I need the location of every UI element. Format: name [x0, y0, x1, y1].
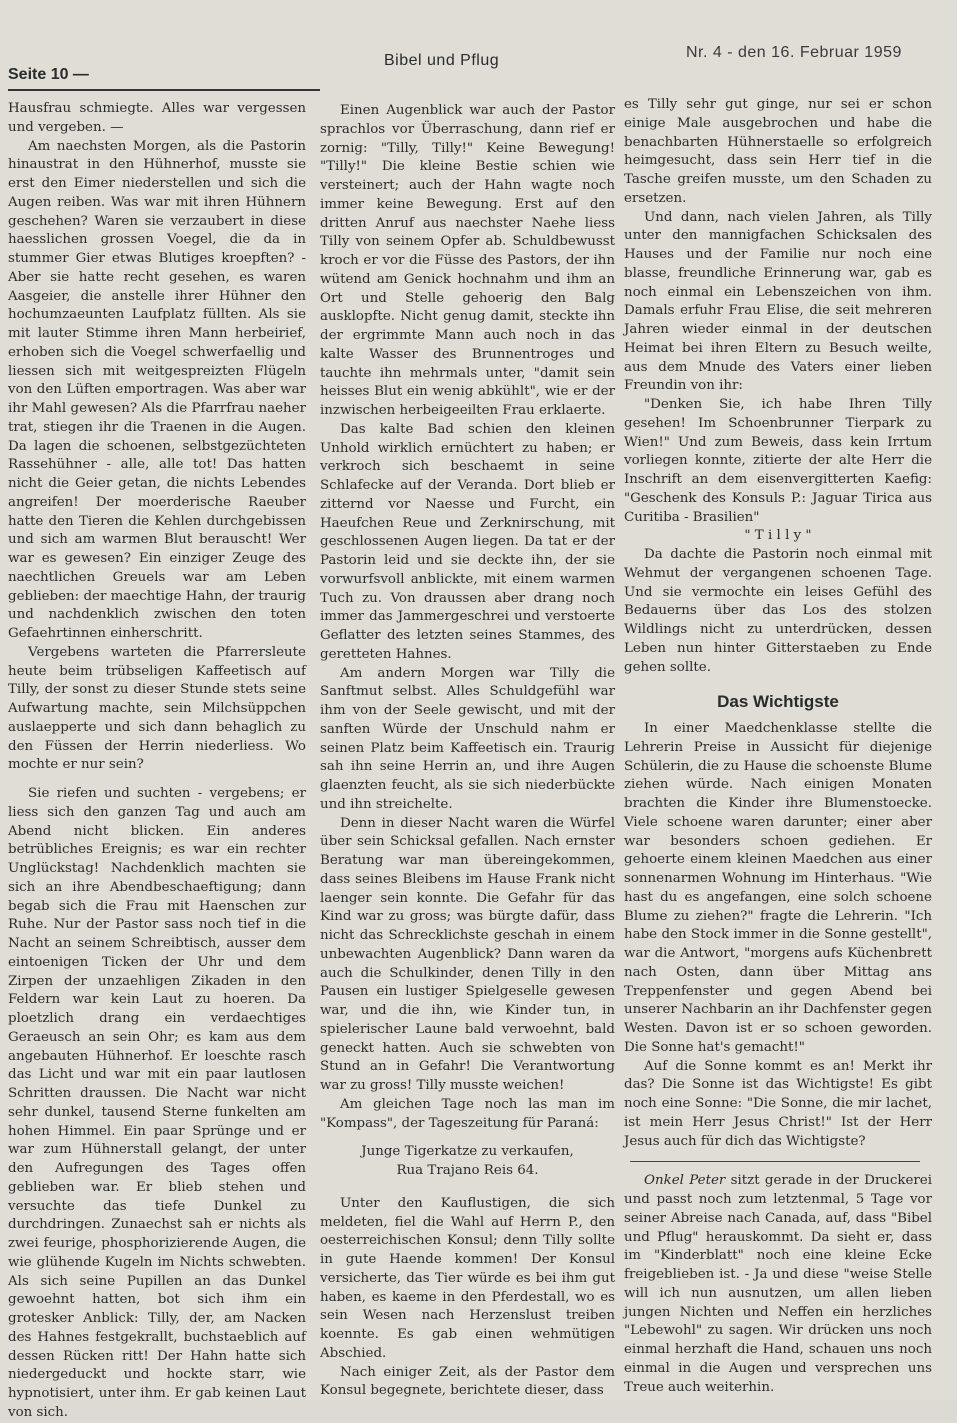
- paragraph: es Tilly sehr gut ginge, nur sei er schon einige Male ausgebrochen und habe die benachbarten Hühnerstaelle so erfolgreich heimgesucht, dass sein Herr tief in die Tasche greifen musste, um den Schaden zu ersetzen.: [624, 97, 932, 206]
- section-heading: Das Wichtigste: [717, 692, 839, 712]
- paragraph: Am naechsten Morgen, als die Pastorin hinaustrat in den Hühnerhof, musste sie erst den Eimer niederstellen und sich die Augen reiben. Was war mit ihren Hühnern geschehen? Waren sie verzaubert in diese haesslichen grossen Voegel, die da in stummer Gier etwas Blutiges kroepften? - Aber sie hatte recht gesehen, es waren Aasgeier, die anstelle ihrer Hühner den hochumzaeunten Laufplatz füllten. Als sie mit lauter Stimme ihren Mann herbeirief, erhoben sich die Voegel schwerfaellig und liessen sich mit weitgespreizten Flügeln von den Lüften emportragen. Was aber war ihr Mahl gewesen? Als die Pfarrfrau naeher trat, stiegen ihr die Traenen in die Augen. Da lagen die schoenen, selbstgezüchteten Rassehühner - alle, alle tot! Das hatten nicht die Geier getan, die nichts Lebendes angreifen! Der moerderische Raeuber hatte den Tieren die Kehlen durchgebissen und sich am warmen Blut berauscht! Wer war es gewesen? Ein einziger Zeuge des naechtlichen Greuels war am Leben geblieben: der maechtige Hahn, der traurig und nachdenklich zwischen den toten Gefaehrtinnen einherschritt.: [8, 138, 306, 641]
- page-number: Seite 10 —: [8, 66, 89, 83]
- paragraph: Vergebens warteten die Pfarrersleute heute beim trübseligen Kaffeetisch auf Tilly, der sonst zu dieser Stunde stets seine Aufwartung machte, sein Milchsüppchen auslaepperte und sich dann behaglich zu den Füssen der Herrin niederliess. Wo mochte er nur sein?: [8, 644, 306, 773]
- divider: [630, 1161, 920, 1162]
- column-1: [8, 100, 306, 1420]
- ad-line: Rua Trajano Reis 64.: [396, 1163, 539, 1178]
- column-3: [624, 96, 932, 1395]
- author-name: Onkel Peter: [644, 1173, 726, 1189]
- publication-title: Bibel und Pflug: [384, 52, 500, 69]
- paragraph: Das kalte Bad schien den kleinen Unhold wirklich ernüchtert zu haben; er verkroch sich beschaemt in seine Schlafecke auf der Veranda. Dort blieb er zitternd vor Naesse und Furcht, ein Haeufchen Reue und Zerknirschung, mit geschlossenen Augen liegen. Da tat er der Pastorin leid und sie deckte ihn, der sie vorwurfsvoll anblickte, mit einem warmen Tuch zu. Von draussen aber drang noch immer das Jammergeschrei und verstoerte Geflatter des letzten seines Stammes, des geretteten Hahnes.: [320, 421, 615, 662]
- ad-line: Junge Tigerkatze zu verkaufen,: [361, 1144, 574, 1160]
- farewell-text: sitzt gerade in der Druckerei und passt noch zum letztenmal, 5 Tage vor seiner Abreise nach Canada, auf, dass "Bibel und Pflug" herauskommt. Da sieht er, dass im "Kinderblatt" noch eine kleine Ecke freigeblieben ist. - Ja und diese "weise Stelle will ich nun ausnutzen, um allen lieben jungen Nichten und Neffen ein herzliches "Lebewohl" zu sagen. Wir drücken uns noch einmal herzhaft die Hand, schauen uns noch einmal in die Augen und versprechen uns Treue auch weiterhin.: [624, 1173, 932, 1395]
- paragraph: Auf die Sonne kommt es an! Merkt ihr das? Die Sonne ist das Wichtigste! Es gibt noch eine Sonne: "Die Sonne, die mir lachet, ist mein Herr Jesus Christ!" Ist der Herr Jesus auch für dich das Wichtigste?: [624, 1058, 932, 1149]
- paragraph: "Denken Sie, ich habe Ihren Tilly gesehen! Im Schoenbrunner Tierpark zu Wien!" Und zum Beweis, dass kein Irrtum vorliegen konnte, zitierte der alte Herr die Inschrift an dem eisenvergitterten Kaefig: "Geschenk des Konsuls P.: Jaguar Tirica aus Curitiba - Brasilien": [624, 397, 932, 525]
- cage-inscription: " T i l l y ": [744, 528, 812, 544]
- classified-ad: [320, 1143, 615, 1181]
- paragraph: Nach einiger Zeit, als der Pastor dem Konsul begegnete, berichtete dieser, dass: [320, 1364, 615, 1399]
- paragraph: Und dann, nach vielen Jahren, als Tilly unter den mannigfachen Schicksalen des Hauses und der Familie nur noch eine blasse, freundliche Erinnerung war, gab es noch einmal ein Lebenszeichen von ihm. Damals erfuhr Frau Elise, die seit mehreren Jahren wieder einmal in der deutschen Heimat bei ihren Eltern zu Besuch weilte, aus dem Mnude des Vaters einer lieben Freundin von ihr:: [624, 209, 932, 394]
- paragraph: Hausfrau schmiegte. Alles war vergessen und vergeben. —: [8, 101, 306, 135]
- paragraph: Unter den Kauflustigen, die sich meldeten, fiel die Wahl auf Herrn P., den oesterreichischen Konsul; denn Tilly sollte in gute Haende kommen! Der Konsul versicherte, das Tier würde es bei ihm gut haben, es kaeme in den Pferdestall, wo es sein Wesen nach Herzenslust treiben koennte. Es gab einen wehmütigen Abschied.: [320, 1195, 615, 1361]
- header-rule: [8, 89, 320, 91]
- paragraph: Am gleichen Tage noch las man im "Kompass", der Tageszeitung für Paraná:: [320, 1096, 615, 1131]
- paragraph: Sie riefen und suchten - vergebens; er liess sich den ganzen Tag und auch am Abend nicht blicken. Ein anderes betrübliches Ereignis; es war ein rechter Unglückstag! Nachdenklich machten sie sich an ihre Abendbeschaeftigung; dann begab sich die Frau mit Haenschen zur Ruhe. Nur der Pastor sass noch tief in die Nacht an seinem Schreibtisch, ausser dem eintoenigen Ticken der Uhr und dem Zirpen der unzaehligen Zikaden in den Feldern war kein Laut zu hoeren. Da ploetzlich drang ein verdaechtiges Geraeusch an sein Ohr; es kam aus dem angebauten Hühnerhof. Er loeschte rasch das Licht und war mit ein paar lautlosen Schritten draussen. Die Nacht war nicht sehr dunkel, tausend Sterne funkelten am hohen Himmel. Ein paar Sprünge und er war zum Hühnerstall gelangt, der unter den Aufregungen des Tages offen geblieben war. Er blieb stehen und versuchte das tiefe Dunkel zu durchdringen. Zunaechst sah er nichts als zwei feurige, phosphorizierende Augen, die wie glühende Kugeln im Nichts schwebten. Als sich seine Pupillen an das Dunkel gewoehnt hatten, bot sich ihm ein grotesker Anblick: Tilly, der, am Nacken des Hahnes festgekrallt, buchstaeblich auf dessen Rücken ritt! Der Hahn hatte sich niedergeduckt und hockte starr, wie hypnotisiert, unter ihm. Er gab keinen Laut von sich.: [8, 786, 306, 1420]
- paragraph: Da dachte die Pastorin noch einmal mit Wehmut der vergangenen schoenen Tage. Und sie vermochte ein leises Gefühl des Bedauerns über das Los des stolzen Wildlings nicht zu unterdrücken, dessen Leben nun hinter Gitterstaeben zu Ende gehen sollte.: [624, 547, 932, 675]
- paragraph: Denn in dieser Nacht waren die Würfel über sein Schicksal gefallen. Nach ernster Beratung war man übereingekommen, dass seines Bleibens im Hause Frank nicht laenger sein konnte. Die Gefahr für das Kind war zu gross; was bürgte dafür, dass nicht das Schrecklichste geschah in einem unbewachten Augenblick? Dann waren da auch die Schulkinder, denen Tilly in den Pausen ein lustiger Spielgeselle gewesen war, und die ihn, wie Kinder tun, in spielerischer Laune bald verwoehnt, bald geneckt hatten. Auch sie schwebten von Stund an in Gefahr! Die Verantwortung war zu gross! Tilly musste weichen!: [320, 815, 615, 1093]
- paragraph: In einer Maedchenklasse stellte die Lehrerin Preise in Aussicht für diejenige Schülerin, die zu Hause die schoenste Blume ziehen würde. Nach einigen Monaten brachten die Kinder ihre Blumenstoecke. Viele schoene waren darunter; einer aber war besonders schoen gediehen. Er gehoerte einem kleinen Maedchen aus einer sonnenarmen Wohnung im Hinterhaus. "Wie hast du es angefangen, eine solch schoene Blume zu ziehen?" fragte die Lehrerin. "Ich habe den Stock immer in die Sonne gestellt", war die Antwort, "morgens aufs Küchenbrett nach Osten, dann über Mittag ans Treppenfenster und gegen Abend bei unserer Nachbarin an ihr Dachfenster gegen Westen. Davon ist er so schoen geworden. Die Sonne hat's gemacht!": [624, 721, 932, 1055]
- issue-date: Nr. 4 - den 16. Februar 1959: [686, 44, 902, 61]
- paragraph: Einen Augenblick war auch der Pastor sprachlos vor Überraschung, dann rief er zornig: "Tilly, Tilly!" Keine Bewegung! "Tilly!" Die kleine Bestie schien wie versteinert; auch der Hahn wagte noch immer keine Bewegung. Erst auf den dritten Anruf aus naechster Naehe liess Tilly von seinem Opfer ab. Schuldbewusst kroch er vor die Füsse des Pastors, der ihn wütend am Genick hochnahm und ihm an Ort und Stelle gehoerig den Balg ausklopfte. Nicht genug damit, steckte ihn der ergrimmte Mann auch noch in das kalte Wasser des Brunnentroges und tauchte ihn mehrmals unter, "damit sein heisses Blut ein wenig abkühlt", wie er der inzwischen herbeigeeilten Frau erklaerte.: [320, 103, 615, 418]
- paragraph: [624, 1172, 932, 1397]
- paragraph: Am andern Morgen war Tilly die Sanftmut selbst. Alles Schuldgefühl war ihm von der Seele gewischt, und mit der sanften Würde der Unschuld nahm er seinen Platz beim Kaffeetisch ein. Traurig sah ihn seine Herrin an, und ihre Augen glaenzten feucht, als sie sich niederbückte und ihn streichelte.: [320, 665, 615, 812]
- column-2: [320, 102, 615, 1399]
